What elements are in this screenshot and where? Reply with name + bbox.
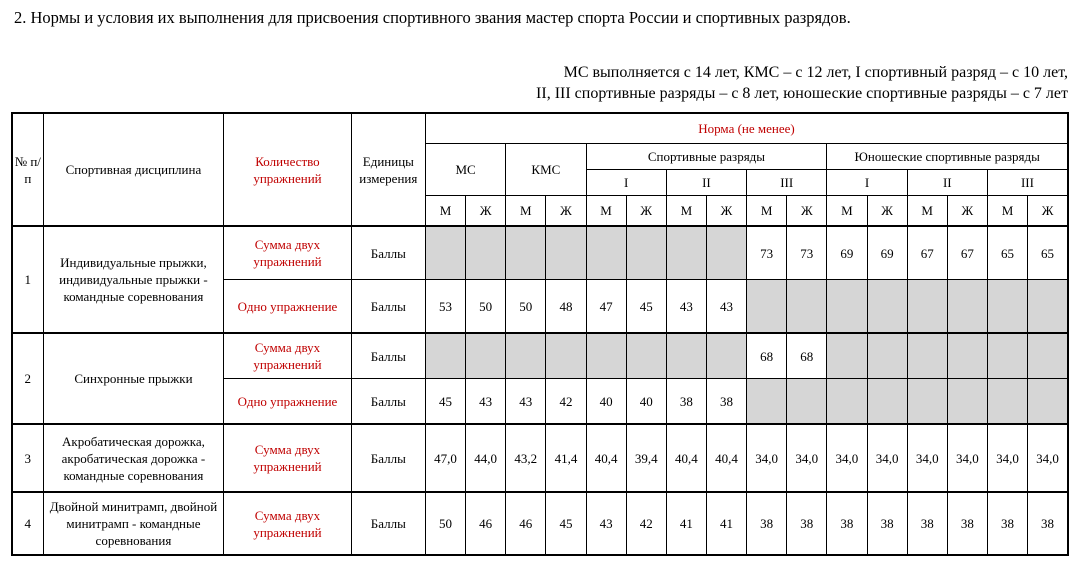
norm-cell [706, 333, 746, 379]
norm-cell: 41 [666, 492, 706, 555]
norm-cell [987, 280, 1027, 334]
header-gender-w: Ж [626, 196, 666, 226]
header-gender-w: Ж [466, 196, 506, 226]
header-rank-3: III [747, 170, 827, 196]
norm-cell: 40,4 [586, 424, 626, 492]
norm-cell [987, 379, 1027, 425]
norm-cell [506, 226, 546, 280]
norm-cell [586, 333, 626, 379]
header-gender-w: Ж [867, 196, 907, 226]
norm-cell [907, 333, 947, 379]
norm-cell: 34,0 [987, 424, 1027, 492]
norm-cell: 38 [867, 492, 907, 555]
header-norm: Норма (не менее) [425, 113, 1068, 143]
norm-cell: 47 [586, 280, 626, 334]
norm-cell: 67 [947, 226, 987, 280]
norm-cell: 34,0 [827, 424, 867, 492]
norm-cell [747, 280, 787, 334]
header-gender-w: Ж [706, 196, 746, 226]
exercise-count: Сумма двух упражнений [224, 492, 351, 555]
norm-cell [1028, 333, 1068, 379]
norm-cell: 73 [747, 226, 787, 280]
norm-cell: 67 [907, 226, 947, 280]
norm-cell: 47,0 [425, 424, 465, 492]
norm-cell: 65 [1028, 226, 1068, 280]
norm-cell [947, 280, 987, 334]
row-number: 3 [12, 424, 43, 492]
norm-cell: 46 [466, 492, 506, 555]
norm-cell [787, 280, 827, 334]
norm-cell [626, 226, 666, 280]
norm-cell: 69 [867, 226, 907, 280]
header-gender-m: М [987, 196, 1027, 226]
norm-cell [425, 226, 465, 280]
age-note-line-1: МС выполняется с 14 лет, КМС – с 12 лет, I спортивный разряд – с 10 лет, [563, 64, 1068, 81]
unit-cell: Баллы [351, 280, 425, 334]
norm-cell: 34,0 [867, 424, 907, 492]
norm-cell: 40 [626, 379, 666, 425]
norm-cell: 34,0 [1028, 424, 1068, 492]
norm-cell: 34,0 [747, 424, 787, 492]
norm-cell [947, 333, 987, 379]
norm-cell [827, 280, 867, 334]
norm-cell [626, 333, 666, 379]
exercise-count: Одно упражнение [224, 280, 351, 334]
norm-cell: 41 [706, 492, 746, 555]
norm-cell [947, 379, 987, 425]
header-rank-2: II [666, 170, 746, 196]
norm-cell: 38 [666, 379, 706, 425]
norm-cell: 50 [425, 492, 465, 555]
header-gender-w: Ж [947, 196, 987, 226]
norm-cell [747, 379, 787, 425]
discipline-name: Индивидуальные прыжки, индивидуальные прыжки - командные соревнования [43, 226, 224, 333]
norm-cell: 43 [506, 379, 546, 425]
header-gender-m: М [747, 196, 787, 226]
norm-cell: 34,0 [787, 424, 827, 492]
row-number: 4 [12, 492, 43, 555]
norm-cell [787, 379, 827, 425]
header-youth-rank-2: II [907, 170, 987, 196]
header-exercises: Количество упражнений [224, 113, 351, 226]
norm-cell [1028, 379, 1068, 425]
header-youth-rank-1: I [827, 170, 907, 196]
norm-cell [425, 333, 465, 379]
norm-cell: 38 [947, 492, 987, 555]
norm-cell: 40,4 [666, 424, 706, 492]
exercise-count: Сумма двух упражнений [224, 226, 351, 280]
norm-cell: 38 [706, 379, 746, 425]
row-number: 2 [12, 333, 43, 424]
discipline-name: Двойной минитрамп, двойной минитрамп - командные соревнования [43, 492, 224, 555]
norm-cell [706, 226, 746, 280]
header-gender-m: М [666, 196, 706, 226]
norm-cell [586, 226, 626, 280]
norm-cell: 43,2 [506, 424, 546, 492]
header-youth-rank-3: III [987, 170, 1068, 196]
norm-cell: 44,0 [466, 424, 506, 492]
norm-cell: 48 [546, 280, 586, 334]
norm-cell [827, 333, 867, 379]
header-unit: Единицы измерения [351, 113, 425, 226]
exercise-count: Одно упражнение [224, 379, 351, 425]
discipline-name: Синхронные прыжки [43, 333, 224, 424]
norm-cell [907, 379, 947, 425]
exercise-count: Сумма двух упражнений [224, 333, 351, 379]
header-ms: МС [425, 143, 505, 196]
norm-cell: 42 [546, 379, 586, 425]
norm-cell: 38 [1028, 492, 1068, 555]
norms-table [11, 112, 1069, 556]
header-rank-1: I [586, 170, 666, 196]
norm-cell [506, 333, 546, 379]
unit-cell: Баллы [351, 379, 425, 425]
norm-cell: 38 [747, 492, 787, 555]
document-heading: 2. Нормы и условия их выполнения для присвоения спортивного звания мастер спорта России и спортивных разрядов. [14, 8, 851, 27]
norm-cell: 43 [666, 280, 706, 334]
norm-cell: 65 [987, 226, 1027, 280]
norm-cell: 34,0 [907, 424, 947, 492]
header-gender-w: Ж [546, 196, 586, 226]
unit-cell: Баллы [351, 333, 425, 379]
norm-cell: 68 [787, 333, 827, 379]
norm-cell [546, 333, 586, 379]
norm-cell: 45 [425, 379, 465, 425]
norm-cell [1028, 280, 1068, 334]
norm-cell [546, 226, 586, 280]
header-discipline: Спортивная дисциплина [43, 113, 224, 226]
norm-cell: 73 [787, 226, 827, 280]
header-gender-m: М [907, 196, 947, 226]
norm-cell [907, 280, 947, 334]
norm-cell: 38 [907, 492, 947, 555]
norm-cell: 43 [466, 379, 506, 425]
norm-cell: 46 [506, 492, 546, 555]
norm-cell: 68 [747, 333, 787, 379]
norm-cell [466, 226, 506, 280]
norm-cell: 42 [626, 492, 666, 555]
header-num: № п/п [12, 113, 43, 226]
norm-cell: 45 [626, 280, 666, 334]
norm-cell [827, 379, 867, 425]
norm-cell [867, 280, 907, 334]
unit-cell: Баллы [351, 492, 425, 555]
norm-cell [867, 379, 907, 425]
row-number: 1 [12, 226, 43, 333]
norm-cell: 38 [827, 492, 867, 555]
norm-cell [666, 226, 706, 280]
norm-cell: 50 [506, 280, 546, 334]
norm-cell: 53 [425, 280, 465, 334]
header-kms: КМС [506, 143, 586, 196]
header-gender-m: М [425, 196, 465, 226]
norm-cell: 34,0 [947, 424, 987, 492]
discipline-name: Акробатическая дорожка, акробатическая дорожка - командные соревнования [43, 424, 224, 492]
norm-cell [867, 333, 907, 379]
header-gender-m: М [586, 196, 626, 226]
norm-cell: 38 [787, 492, 827, 555]
age-requirements-note [536, 62, 1068, 104]
norm-cell: 69 [827, 226, 867, 280]
exercise-count: Сумма двух упражнений [224, 424, 351, 492]
norm-cell [987, 333, 1027, 379]
norm-cell: 50 [466, 280, 506, 334]
norm-cell [666, 333, 706, 379]
header-youth-ranks: Юношеские спортивные разряды [827, 143, 1068, 169]
norm-cell [466, 333, 506, 379]
norm-cell: 40,4 [706, 424, 746, 492]
norm-cell: 38 [987, 492, 1027, 555]
unit-cell: Баллы [351, 226, 425, 280]
norm-cell: 40 [586, 379, 626, 425]
header-gender-m: М [827, 196, 867, 226]
norm-cell: 39,4 [626, 424, 666, 492]
header-gender-w: Ж [1028, 196, 1068, 226]
norm-cell: 43 [586, 492, 626, 555]
norm-cell: 45 [546, 492, 586, 555]
norm-cell: 43 [706, 280, 746, 334]
age-note-line-2: II, III спортивные разряды – с 8 лет, юношеские спортивные разряды – с 7 лет [536, 85, 1068, 102]
header-sport-ranks: Спортивные разряды [586, 143, 827, 169]
unit-cell: Баллы [351, 424, 425, 492]
header-gender-m: М [506, 196, 546, 226]
norm-cell: 41,4 [546, 424, 586, 492]
header-gender-w: Ж [787, 196, 827, 226]
